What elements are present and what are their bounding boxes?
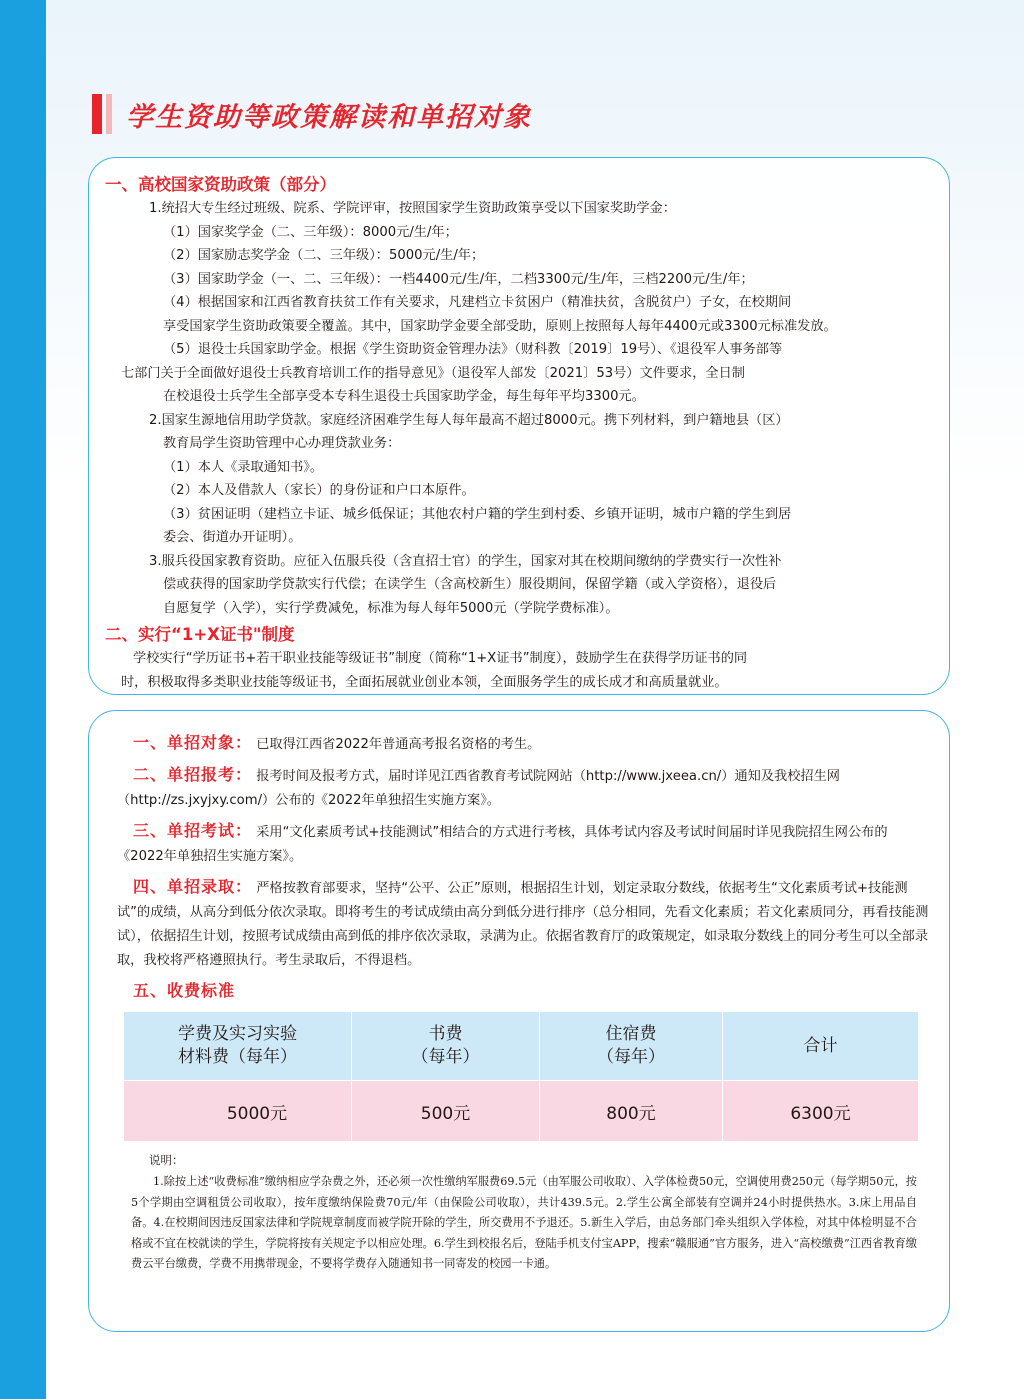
header-mark-light bbox=[106, 94, 112, 134]
admission-exam-label: 三、单招考试： bbox=[133, 821, 253, 840]
admission-target-text: 已取得江西省2022年普通高考报名资格的考生。 bbox=[256, 737, 541, 752]
fee-header-line: 材料费（每年） bbox=[178, 1047, 297, 1067]
header-mark bbox=[92, 94, 102, 134]
admission-target bbox=[117, 731, 929, 757]
policy-line: （2）本人及借款人（家长）的身份证和户口本原件。 bbox=[163, 483, 475, 498]
admission-exam bbox=[117, 819, 929, 869]
sidebar-stripe bbox=[0, 0, 46, 1399]
admission-apply-label: 二、单招报考： bbox=[133, 765, 253, 784]
policy-line: 教育局学生资助管理中心办理贷款业务： bbox=[163, 436, 401, 451]
fee-header-line: 学费及实习实验 bbox=[178, 1024, 297, 1044]
admission-enroll bbox=[117, 875, 929, 973]
fee-header-line: 书费 bbox=[428, 1024, 463, 1044]
policy-line: 3.服兵役国家教育资助。应征入伍服兵役（含直招士官）的学生，国家对其在校期间缴纳的学费实行一次性补 bbox=[149, 553, 782, 569]
note-text: 1.除按上述“收费标准”缴纳相应学杂费之外，还必须一次性缴纳军服费69.5元（由军服公司收取）、入学体检费50元，空调使用费250元（每学期50元，按5个学期由空调租赁公司收取），按年度缴纳保险费70元/年（由保险公司收取），共计439.5元。2.学生公寓全部装有空调并24小时提供热水。3.床上用品自备。4.在校期间因违反国家法律和学院规章制度而被学院开除的学生，所交费用不予退还。5.新生入学后，由总务部门牵头组织入学体检，对其中体检明显不合格或不宜在校就读的学生，学院将按有关规定予以相应处理。6.学生到校报名后，登陆手机支付宝APP，搜索“赣服通”官方服务，进入“高校缴费”江西省教育缴费云平台缴费，学费不用携带现金，不要将学费存入随通知书一同寄发的校园一卡通。 bbox=[131, 1175, 917, 1270]
admission-box bbox=[88, 710, 950, 1332]
certificate-line: 学校实行“学历证书+若干职业技能等级证书”制度（简称“1+X证书”制度），鼓励学生在获得学历证书的同 bbox=[133, 651, 748, 666]
admission-target-label: 一、单招对象： bbox=[133, 733, 253, 752]
fee-header-line: （每年） bbox=[597, 1047, 665, 1067]
policy-line: 七部门关于全面做好退役士兵教育培训工作的指导意见》（退役军人部发〔2021〕53号）文件要求，全日制 bbox=[121, 365, 745, 381]
page-header bbox=[92, 92, 532, 136]
admission-enroll-label: 四、单招录取： bbox=[133, 877, 253, 896]
admission-apply bbox=[117, 763, 929, 813]
fee-value-total: 6300元 bbox=[723, 1081, 919, 1142]
policy-line: 享受国家学生资助政策要全覆盖。其中，国家助学金要全部受助，原则上按照每人每年4400元或3300元标准发放。 bbox=[163, 318, 837, 334]
admission-enroll-text: 严格按教育部要求，坚持“公平、公正”原则，根据招生计划，划定录取分数线，依据考生“文化素质考试+技能测试”的成绩，从高分到低分依次录取。即将考生的考试成绩由高分到低分进行排序（总分相同，先看文化素质；若文化素质同分，再看技能测试），依据招生计划，按照考试成绩由高到低的排序依次录取，录满为止。依据省教育厅的政策规定，如录取分数线上的同分考生可以全部录取，我校将严格遵照执行。考生录取后，不得退档。 bbox=[117, 881, 929, 968]
policy-line: （1）本人《录取通知书》。 bbox=[163, 459, 324, 475]
admission-exam-text: 采用“文化素质考试+技能测试”相结合的方式进行考核，具体考试内容及考试时间届时详见我院招生网公布的《2022年单独招生实施方案》。 bbox=[117, 825, 888, 864]
policy-line: 在校退役士兵学生全部享受本专科生退役士兵国家助学金，每生每年平均3300元。 bbox=[163, 389, 645, 404]
fee-header-housing bbox=[540, 1012, 723, 1081]
policy-line: 偿或获得的国家助学贷款实行代偿；在读学生（含高校新生）服役期间，保留学籍（或入学资格），退役后 bbox=[163, 577, 777, 592]
fee-value-row bbox=[124, 1081, 919, 1142]
policy-line: （5）退役士兵国家助学金。根据《学生资助资金管理办法》（财科教〔2019〕19号）、《退役军人事务部等 bbox=[163, 342, 783, 357]
policy-line: 自愿复学（入学），实行学费减免，标准为每人每年5000元（学院学费标准）。 bbox=[163, 600, 619, 616]
fee-value-housing: 800元 bbox=[540, 1081, 723, 1142]
policy-line: （3）国家助学金（一、二、三年级）：一档4400元/生/年，二档3300元/生/年，三档2200元/生/年； bbox=[163, 271, 754, 287]
policy-line: 2.国家生源地信用助学贷款。家庭经济困难学生每人每年最高不超过8000元。携下列材料，到户籍地县（区） bbox=[149, 412, 789, 428]
policy-box bbox=[88, 157, 950, 695]
fee-header-books bbox=[352, 1012, 540, 1081]
fee-header-line: 合计 bbox=[803, 1035, 838, 1056]
section-title-certificate: 二、实行“1+X证书"制度 bbox=[105, 625, 295, 644]
fee-header-line: （每年） bbox=[411, 1047, 480, 1067]
policy-line: （2）国家励志奖学金（二、三年级）：5000元/生/年； bbox=[163, 248, 485, 263]
fee-header-line: 住宿费 bbox=[605, 1024, 657, 1044]
admission-apply-text: 报考时间及报考方式，届时详见江西省教育考试院网站（http://www.jxeea.cn/）通知及我校招生网（http://zs.jxyjxy.com/）公布的《2022年单独招生实施方案》。 bbox=[117, 769, 840, 808]
fee-header-tuition bbox=[124, 1012, 352, 1081]
fee-value-tuition: 5000元 bbox=[124, 1081, 352, 1142]
page-title: 学生资助等政策解读和单招对象 bbox=[126, 101, 532, 133]
section-title-policy: 一、高校国家资助政策（部分） bbox=[105, 175, 336, 194]
policy-line: 委会、街道办开证明）。 bbox=[163, 530, 302, 545]
certificate-line: 时，积极取得多类职业技能等级证书，全面拓展就业创业本领，全面服务学生的成长成才和高质量就业。 bbox=[121, 674, 728, 690]
policy-line: 1.统招大专生经过班级、院系、学院评审，按照国家学生资助政策享受以下国家奖助学金： bbox=[149, 201, 676, 216]
policy-line: （3）贫困证明（建档立卡证、城乡低保证；其他农村户籍的学生到村委、乡镇开证明，城市户籍的学生到居 bbox=[163, 506, 792, 522]
fee-table bbox=[123, 1011, 919, 1142]
fee-header-total bbox=[723, 1012, 919, 1081]
policy-line: （1）国家奖学金（二、三年级）：8000元/生/年； bbox=[163, 224, 458, 240]
fee-value-books: 500元 bbox=[352, 1081, 540, 1142]
policy-line: （4）根据国家和江西省教育扶贫工作有关要求，凡建档立卡贫困户（精准扶贫，含脱贫户）子女，在校期间 bbox=[163, 295, 792, 310]
fee-title: 五、收费标准 bbox=[133, 981, 236, 1000]
fee-header-row bbox=[124, 1012, 919, 1081]
policy-lines bbox=[105, 197, 931, 620]
note-heading: 说明： bbox=[149, 1153, 184, 1167]
